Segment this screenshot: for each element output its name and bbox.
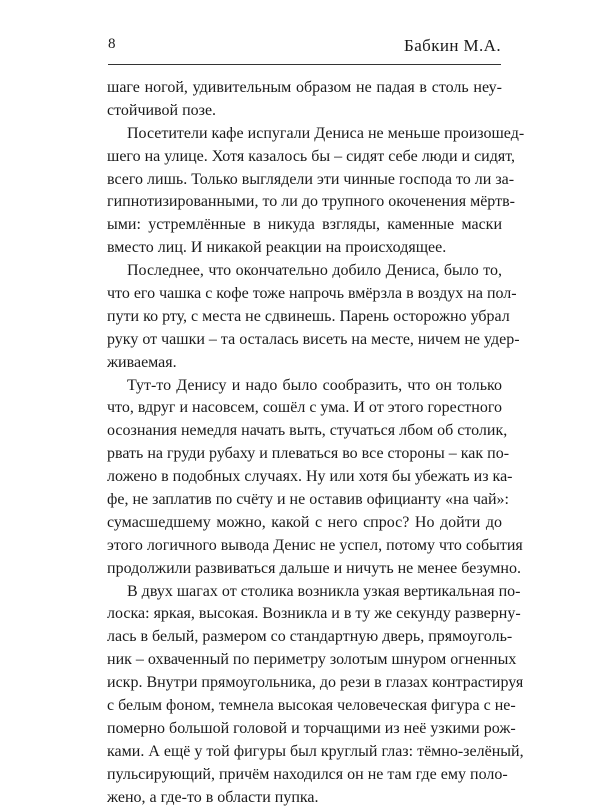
text-line: ложено в подобных случаях. Ну или хотя бы убежать из ка- [107,468,513,486]
paragraph [107,77,502,123]
text-line: всего лишь. Только выглядели эти чинные господа то ли за- [107,170,515,188]
text-line: пульсирующий, причём находился он не там где ему поло- [107,765,508,783]
page-number: 8 [108,36,116,52]
text-line: пути ко рту, с места не сдвинешь. Парень осторожно убрал [107,307,510,325]
text-line: шаге ногой, удивительным образом не падая в столь неу- [107,79,502,96]
paragraph [107,260,520,374]
text-line: этого логичного вывода Денис не успел, потому что события [107,536,523,554]
text-line: продолжили развиваться дальше и ничуть не менее безумно. [107,559,521,577]
running-title: Бабкин М.А. [404,36,501,55]
text-line: гипнотизированными, то ли до трупного окоченения мёртв- [107,193,515,211]
paragraph [107,375,523,581]
text-line: ками. А ещё у той фигуры был круглый глаз: тёмно-зелёный, [107,742,524,760]
text-line: осознания немедля начать выть, стучаться лбом об столик, [107,422,508,440]
text-line: шего на улице. Хотя казалось бы – сидят себе люди и сидят, [107,147,516,165]
body-text [107,77,525,810]
text-line: живаемая. [107,353,177,371]
text-line: жено, а где-то в области пупка. [107,788,319,806]
text-line: искр. Внутри прямоугольника, до рези в глазах контрастируя [107,674,524,692]
text-line: стойчивой позе. [107,101,217,119]
text-line: фе, не заплатив по счёту и не оставив официанту «на чай»: [107,491,509,509]
text-line: Посетители кафе испугали Дениса не меньше произошед- [127,124,525,142]
text-line: что его чашка с кофе тоже напрочь вмёрзла в воздух на пол- [107,285,517,303]
header-rule [108,64,501,65]
text-line: сумасшедшему можно, какой с него спрос? Но дойти до [107,513,502,531]
page-header [108,36,501,66]
text-line: с белым фоном, темнела высокая человеческая фигура с не- [107,697,516,715]
text-line: померно большой головой и торчащими из неё узкими рож- [107,719,516,737]
text-line: вместо лиц. И никакой реакции на происходящее. [107,239,447,257]
text-line: Тут-то Денису и надо было сообразить, что он только [127,376,502,394]
text-line: ник – охваченный по периметру золотым шнуром огненных [107,651,517,669]
text-line: лась в белый, размером со стандартную дверь, прямоуголь- [107,628,513,646]
paragraph [107,581,524,810]
text-line: В двух шагах от столика возникла узкая вертикальная по- [127,582,521,600]
paragraph [107,123,525,260]
text-line: что, вдруг и насовсем, сошёл с ума. И от этого горестного [107,399,502,417]
text-line: руку от чашки – та осталась висеть на месте, ничем не удер- [107,330,520,348]
text-line: Последнее, что окончательно добило Дениса, было то, [127,262,502,280]
text-line: ыми: устремлённые в никуда взгляды, каменные маски [107,216,502,234]
text-line: лоска: яркая, высокая. Возникла и в ту же секунду разверну- [107,605,521,623]
text-line: рвать на груди рубаху и плеваться во все стороны – как по- [107,445,510,463]
